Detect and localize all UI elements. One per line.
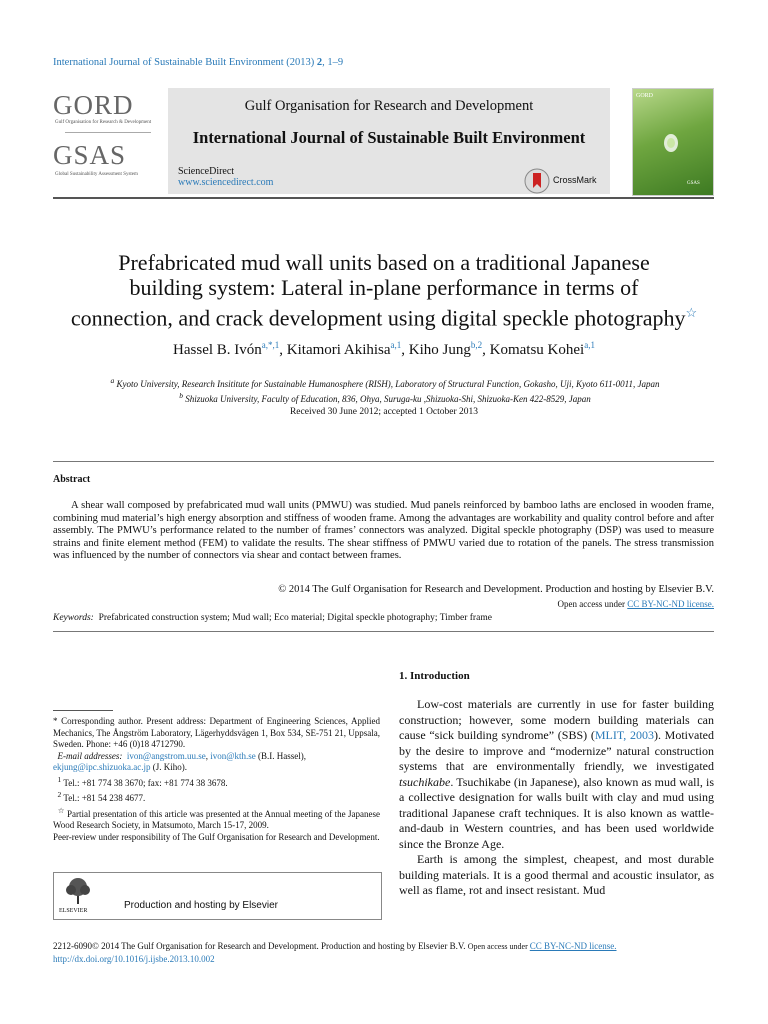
- citation-link[interactable]: MLIT, 2003: [594, 728, 654, 742]
- footnote-mark: ☆: [57, 805, 65, 815]
- elsevier-hosting-box: [53, 872, 382, 920]
- affiliation-a: Kyoto University, Research Insititute for Sustainable Humanosphere (RISH), Laboratory of Structural Function, Gokasho, Uji, Kyoto 611-0011, Japan: [116, 379, 660, 389]
- author-list: [60, 340, 708, 359]
- email-sep: ,: [205, 750, 211, 761]
- email-owner: (J. Kiho).: [150, 762, 188, 772]
- introduction-text: [399, 697, 714, 899]
- author-separator: ,: [401, 342, 409, 358]
- leaf-dewdrop-icon: [651, 121, 691, 171]
- sciencedirect-link[interactable]: www.sciencedirect.com: [178, 177, 274, 188]
- footnote-mark: 1: [57, 774, 62, 784]
- author-separator: ,: [482, 342, 490, 358]
- open-access-label: Open access under: [557, 599, 628, 609]
- title-line-3: connection, and crack development using digital speckle photography: [70, 305, 686, 331]
- footnote-2: [53, 789, 380, 805]
- article-title: [60, 250, 708, 330]
- open-access-label: Open access under: [467, 942, 530, 951]
- email-link[interactable]: ivon@kth.se: [210, 750, 256, 761]
- abstract-top-rule: [53, 461, 714, 462]
- gsas-caption: Global Sustainability Assessment System: [55, 172, 138, 177]
- page-footer: [53, 940, 714, 965]
- footnote-mark: 2: [57, 790, 62, 799]
- footnote-text: Partial presentation of this article was presented at the Annual meeting of the Japanese Wood Research Society, in Matsumoto, March 15-17, 2009.: [53, 808, 380, 830]
- email-link[interactable]: ivon@angstrom.uu.se: [126, 750, 206, 761]
- received-dates: Received 30 June 2012; accepted 1 October 2013: [289, 407, 479, 417]
- sciencedirect-label: ScienceDirect: [178, 166, 235, 177]
- elsevier-tree-icon: [60, 876, 96, 906]
- license-link[interactable]: CC BY-NC-ND license.: [529, 941, 617, 951]
- keywords-label: Keywords:: [53, 613, 94, 623]
- footnote-star: [53, 805, 380, 832]
- title-line-1: Prefabricated mud wall units based on a traditional Japanese: [118, 250, 650, 275]
- peer-review-note: Peer-review under responsibility of The Gulf Organisation for Research and Development.: [53, 831, 380, 842]
- intro-paragraph-1: [399, 697, 714, 852]
- author-affiliation-mark[interactable]: a,1: [390, 340, 402, 350]
- intro-p1-text: Low-cost materials are currently in use for faster building construction; however, some modern building materials can cause “sick building syndrome” (SBS) (: [399, 697, 714, 742]
- author-name: Hassel B. Ivón: [173, 342, 262, 358]
- abstract-copyright: © 2014 The Gulf Organisation for Research and Development. Production and hosting by Elsevier B.V.: [278, 584, 714, 595]
- email-owner: (B.I. Hassel),: [255, 750, 306, 761]
- journal-cover-thumbnail[interactable]: [632, 88, 714, 196]
- issn-line: [53, 940, 714, 953]
- author-name: Kiho Jung: [408, 342, 471, 358]
- author-name: Komatsu Kohei: [489, 342, 585, 358]
- author-affiliation-mark[interactable]: b,2: [470, 340, 483, 350]
- title-footnote-star[interactable]: ☆: [685, 305, 698, 320]
- journal-pages: , 1–9: [322, 57, 344, 68]
- keywords: [53, 613, 714, 623]
- journal-name: International Journal of Sustainable Built Environment: [192, 128, 586, 147]
- author-name: Kitamori Akihisa: [286, 342, 391, 358]
- email-addresses: [53, 751, 380, 774]
- intro-p1-text: . Tsuchikabe (in Japanese), also known as mud wall, is a collective designation for walls built with clay and mud using traditional Japanese craft techniques. It is also known as wattle-and-daub in Western countries, and has been used worldwide since the Bronze Age.: [399, 774, 714, 851]
- gord-caption: Gulf Organisation for Research & Development: [55, 120, 152, 125]
- footnotes: [53, 716, 380, 843]
- cover-title: GORD: [636, 93, 654, 99]
- gord-logo: GORD: [53, 90, 134, 120]
- doi-link[interactable]: http://dx.doi.org/10.1016/j.ijsbe.2013.10.002: [53, 954, 215, 964]
- elsevier-logo-text: ELSEVIER: [59, 908, 88, 914]
- journal-ref-text: International Journal of Sustainable Built Environment (2013): [53, 57, 317, 68]
- footnote-text: Tel.: +81 54 238 4677.: [63, 793, 146, 803]
- crossmark-button[interactable]: [524, 168, 597, 199]
- footnote-1: [53, 774, 380, 790]
- email-label: E-mail addresses:: [57, 750, 123, 761]
- author: [287, 342, 409, 358]
- author-affiliation-mark[interactable]: a,1: [584, 340, 595, 350]
- abstract-bottom-rule: [53, 631, 714, 632]
- author: [490, 342, 595, 358]
- affiliation-a-mark: a: [110, 376, 115, 385]
- logo-divider: [65, 132, 151, 133]
- open-access-notice: [53, 599, 714, 609]
- journal-volume: 2: [316, 57, 323, 68]
- email-link[interactable]: ekjung@ipc.shizuoka.ac.jp: [53, 762, 151, 772]
- affiliation-b-mark: b: [179, 391, 184, 400]
- header-divider: [53, 197, 714, 199]
- section-heading-introduction: 1. Introduction: [399, 670, 470, 682]
- license-link[interactable]: CC BY-NC-ND license.: [627, 599, 714, 609]
- author-affiliation-mark[interactable]: a,*,1: [261, 340, 280, 350]
- crossmark-label: CrossMark: [553, 175, 597, 185]
- title-line-2: building system: Lateral in-plane performance in terms of: [129, 275, 639, 300]
- abstract-heading: Abstract: [53, 474, 91, 485]
- author-separator: ,: [279, 342, 287, 358]
- intro-p1-text: ). Motivated by the desire to improve and “modernize” natural construction systems that are environmentally friendly, we investigated: [399, 728, 714, 773]
- corresponding-author-note: * Corresponding author. Present address: Department of Engineering Sciences, Applied Mechanics, The Ångström Laboratory, Lägerhyddsvägen 1, Box 534, SE-751 21, Uppsala, Sweden. Phone: +46 (0)18 4712790.: [53, 716, 380, 749]
- affiliations: [55, 375, 715, 405]
- cover-brand: GSAS: [687, 181, 700, 186]
- organisation-name: Gulf Organisation for Research and Development: [244, 98, 534, 114]
- issn-text: 2212-6090© 2014 The Gulf Organisation for Research and Development. Production and hosting by Elsevier B.V.: [53, 941, 468, 951]
- keywords-text: Prefabricated construction system; Mud wall; Eco material; Digital speckle photography; Timber frame: [98, 613, 492, 623]
- author: [173, 342, 287, 358]
- elsevier-hosting-text: Production and hosting by Elsevier: [124, 900, 278, 911]
- journal-banner: [168, 88, 610, 194]
- crossmark-icon: [524, 168, 550, 194]
- author: [409, 342, 490, 358]
- journal-reference[interactable]: [53, 57, 343, 68]
- footnote-rule: [53, 710, 113, 711]
- publisher-logos: [53, 88, 165, 194]
- gsas-logo: GSAS: [53, 140, 127, 170]
- footnote-text: Tel.: +81 774 38 3670; fax: +81 774 38 3678.: [63, 777, 228, 788]
- abstract-text: A shear wall composed by prefabricated mud wall units (PMWU) was studied. Mud panels reinforced by bamboo laths are enclosed in wooden frame, combining mud material’s high energy absorption and stiffness of wooden frame. Among the advantages are workability and quality control before and after assembly. The PMWU’s performance related to the number of frames’ connectors was analyzed. Digital speckle photography (DSP) was used to measure strains and finite element method (FEM) to validate the results. The shear stiffness of PMWU varied due to rotation of the panels. The stress transmission was influenced by the number of connectors via shear and contact between frames.: [53, 500, 714, 561]
- intro-term: tsuchikabe: [399, 774, 451, 789]
- intro-paragraph-2: Earth is among the simplest, cheapest, and most durable building materials. It is a good thermal and acoustic insulator, as well as flame, rot and insect resistant. Mud: [399, 852, 714, 897]
- affiliation-b: Shizuoka University, Faculty of Education, 836, Ohya, Suruga-ku ,Shizuoka-Shi, Shizuoka-Ken 422-8529, Japan: [185, 394, 591, 404]
